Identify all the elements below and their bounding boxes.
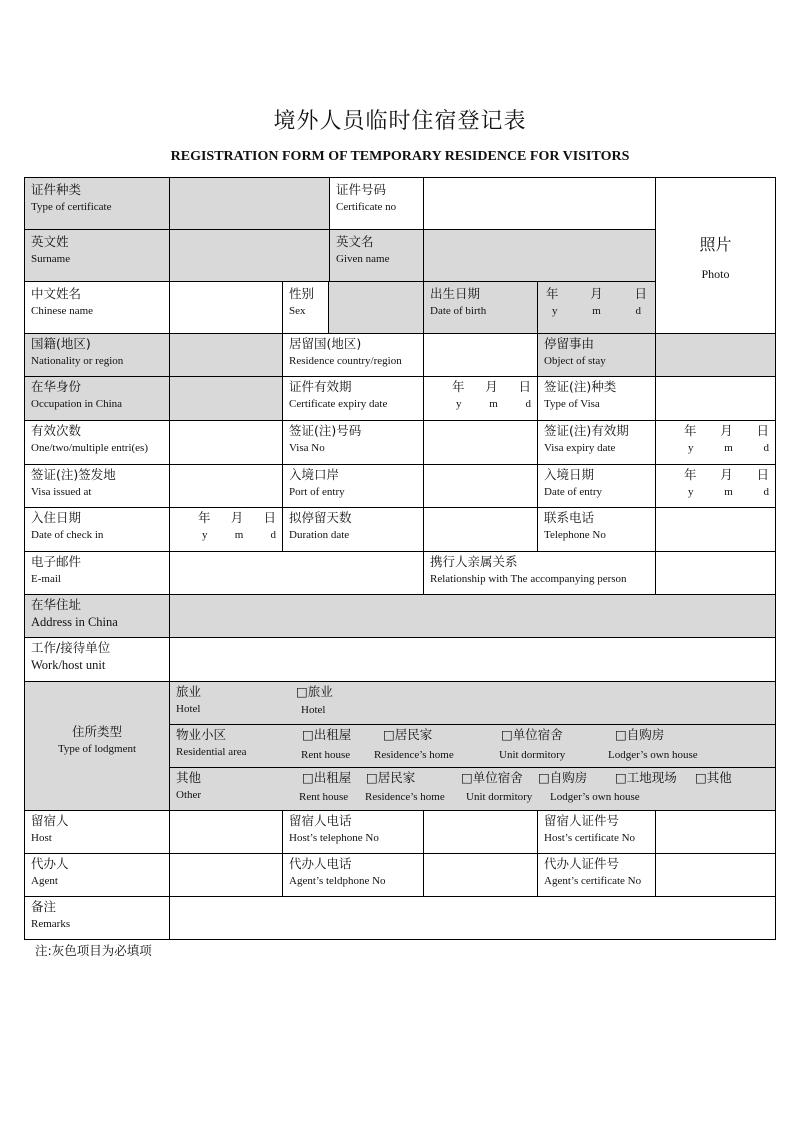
residential-rent-en: Rent house <box>301 749 351 761</box>
residential-own-checkbox[interactable]: □自购房 <box>615 727 665 742</box>
visa-type-label: 签证(注)种类 Type of Visa <box>538 377 656 421</box>
host-tel-label: 留宿人电话 Host’s telephone No <box>283 811 424 854</box>
occupation-input[interactable] <box>170 377 283 421</box>
cert-expiry-label: 证件有效期 Certificate expiry date <box>283 377 424 421</box>
agent-tel-label: 代办人电话 Agent’s teldphone No <box>283 854 424 897</box>
given-name-label: 英文名 Given name <box>330 230 424 282</box>
residential-home-en: Residence’s home <box>374 749 454 761</box>
entries-input[interactable] <box>170 421 283 465</box>
sex-input[interactable] <box>329 282 424 334</box>
agent-tel-input[interactable] <box>424 854 538 897</box>
cert-expiry-input[interactable]: 年 月 日 y m d <box>424 377 538 421</box>
given-name-input[interactable] <box>424 230 656 282</box>
residence-country-label: 居留国(地区) Residence country/region <box>283 334 424 377</box>
hotel-checkbox[interactable]: □旅业 <box>296 684 333 699</box>
photo-label-en: Photo <box>701 267 730 281</box>
footnote: 注:灰色项目为必填项 <box>35 943 152 958</box>
check-in-input[interactable]: 年 月 日 y m d <box>170 508 283 552</box>
date-entry-input[interactable]: 年 月 日 y m d <box>656 465 776 508</box>
hotel-label: 旅业 <box>176 684 202 699</box>
other-home-checkbox[interactable]: □居民家 <box>366 770 416 785</box>
other-other-checkbox[interactable]: □其他 <box>695 770 732 785</box>
object-of-stay-input[interactable] <box>656 334 776 377</box>
lodgment-other-row <box>170 768 776 811</box>
chinese-name-input[interactable] <box>170 282 283 334</box>
relationship-label: 携行人亲属关系 Relationship with The accompanying person <box>424 552 656 595</box>
email-label: 电子邮件 E-mail <box>25 552 170 595</box>
residential-label: 物业小区 <box>176 727 227 742</box>
remarks-input[interactable] <box>170 897 776 939</box>
cert-type-label: 证件种类 Type of certificate <box>25 178 170 230</box>
visa-expiry-input[interactable]: 年 月 日 y m d <box>656 421 776 465</box>
telephone-label: 联系电话 Telephone No <box>538 508 656 552</box>
work-unit-input[interactable] <box>170 638 776 682</box>
other-own-checkbox[interactable]: □自购房 <box>538 770 588 785</box>
visa-no-label: 签证(注)号码 Visa No <box>283 421 424 465</box>
chinese-name-label: 中文姓名 Chinese name <box>25 282 170 334</box>
cert-type-input[interactable] <box>170 178 330 230</box>
visa-no-input[interactable] <box>424 421 538 465</box>
visa-type-input[interactable] <box>656 377 776 421</box>
host-label: 留宿人 Host <box>25 811 170 854</box>
other-dorm-checkbox[interactable]: □单位宿舍 <box>461 770 523 785</box>
surname-input[interactable] <box>170 230 330 282</box>
other-own-en: Lodger’s own house <box>550 791 640 803</box>
residence-country-input[interactable] <box>424 334 538 377</box>
visa-issued-label: 签证(注)签发地 Visa issued at <box>25 465 170 508</box>
other-dorm-en: Unit dormitory <box>466 791 533 803</box>
agent-input[interactable] <box>170 854 283 897</box>
residential-own-en: Lodger’s own house <box>608 749 698 761</box>
page-subtitle: REGISTRATION FORM OF TEMPORARY RESIDENCE FOR VISITORS <box>170 149 630 164</box>
host-cert-input[interactable] <box>656 811 776 854</box>
agent-cert-input[interactable] <box>656 854 776 897</box>
registration-form <box>24 177 776 940</box>
telephone-input[interactable] <box>656 508 776 552</box>
agent-label: 代办人 Agent <box>25 854 170 897</box>
host-input[interactable] <box>170 811 283 854</box>
dob-label: 出生日期 Date of birth <box>424 282 538 334</box>
page-title: 境外人员临时住宿登记表 <box>273 109 527 134</box>
lodgment-label: 住所类型 Type of lodgment <box>25 682 170 811</box>
work-unit-label: 工作/接待单位 Work/host unit <box>25 638 170 682</box>
check-in-label: 入住日期 Date of check in <box>25 508 170 552</box>
relationship-input[interactable] <box>656 552 776 595</box>
port-entry-input[interactable] <box>424 465 538 508</box>
host-tel-input[interactable] <box>424 811 538 854</box>
sex-label: 性别 Sex <box>283 282 329 334</box>
lodgment-residential-row <box>170 725 776 768</box>
address-input[interactable] <box>170 595 776 638</box>
other-site-checkbox[interactable]: □工地现场 <box>615 770 677 785</box>
lodgment-hotel-row <box>170 682 776 725</box>
visa-issued-input[interactable] <box>170 465 283 508</box>
other-label: 其他 <box>176 770 202 785</box>
hotel-option-en: Hotel <box>301 704 326 716</box>
other-rent-checkbox[interactable]: □出租屋 <box>302 770 352 785</box>
remarks-label: 备注 Remarks <box>25 897 170 939</box>
port-entry-label: 入境口岸 Port of entry <box>283 465 424 508</box>
object-of-stay-label: 停留事由 Object of stay <box>538 334 656 377</box>
residential-home-checkbox[interactable]: □居民家 <box>383 727 433 742</box>
surname-label: 英文姓 Surname <box>25 230 170 282</box>
cert-no-label: 证件号码 Certificate no <box>330 178 424 230</box>
other-rent-en: Rent house <box>299 791 349 803</box>
entries-label: 有效次数 One/two/multiple entri(es) <box>25 421 170 465</box>
hotel-label-en: Hotel <box>176 703 201 715</box>
dob-input[interactable]: 年 月 日 y m d <box>538 282 656 334</box>
visa-expiry-label: 签证(注)有效期 Visa expiry date <box>538 421 656 465</box>
cert-no-input[interactable] <box>424 178 656 230</box>
nationality-label: 国籍(地区) Nationality or region <box>25 334 170 377</box>
residential-dorm-checkbox[interactable]: □单位宿舍 <box>501 727 563 742</box>
duration-input[interactable] <box>424 508 538 552</box>
address-label: 在华住址 Address in China <box>25 595 170 638</box>
other-home-en: Residence’s home <box>365 791 445 803</box>
photo-label: 照片 <box>699 235 732 254</box>
residential-rent-checkbox[interactable]: □出租屋 <box>302 727 352 742</box>
other-label-en: Other <box>176 789 202 801</box>
date-entry-label: 入境日期 Date of entry <box>538 465 656 508</box>
photo-box[interactable] <box>656 178 776 334</box>
host-cert-label: 留宿人证件号 Host’s certificate No <box>538 811 656 854</box>
residential-label-en: Residential area <box>176 746 247 758</box>
nationality-input[interactable] <box>170 334 283 377</box>
residential-dorm-en: Unit dormitory <box>499 749 566 761</box>
agent-cert-label: 代办人证件号 Agent’s certificate No <box>538 854 656 897</box>
occupation-label: 在华身份 Occupation in China <box>25 377 170 421</box>
duration-label: 拟停留天数 Duration date <box>283 508 424 552</box>
email-input[interactable] <box>170 552 424 595</box>
